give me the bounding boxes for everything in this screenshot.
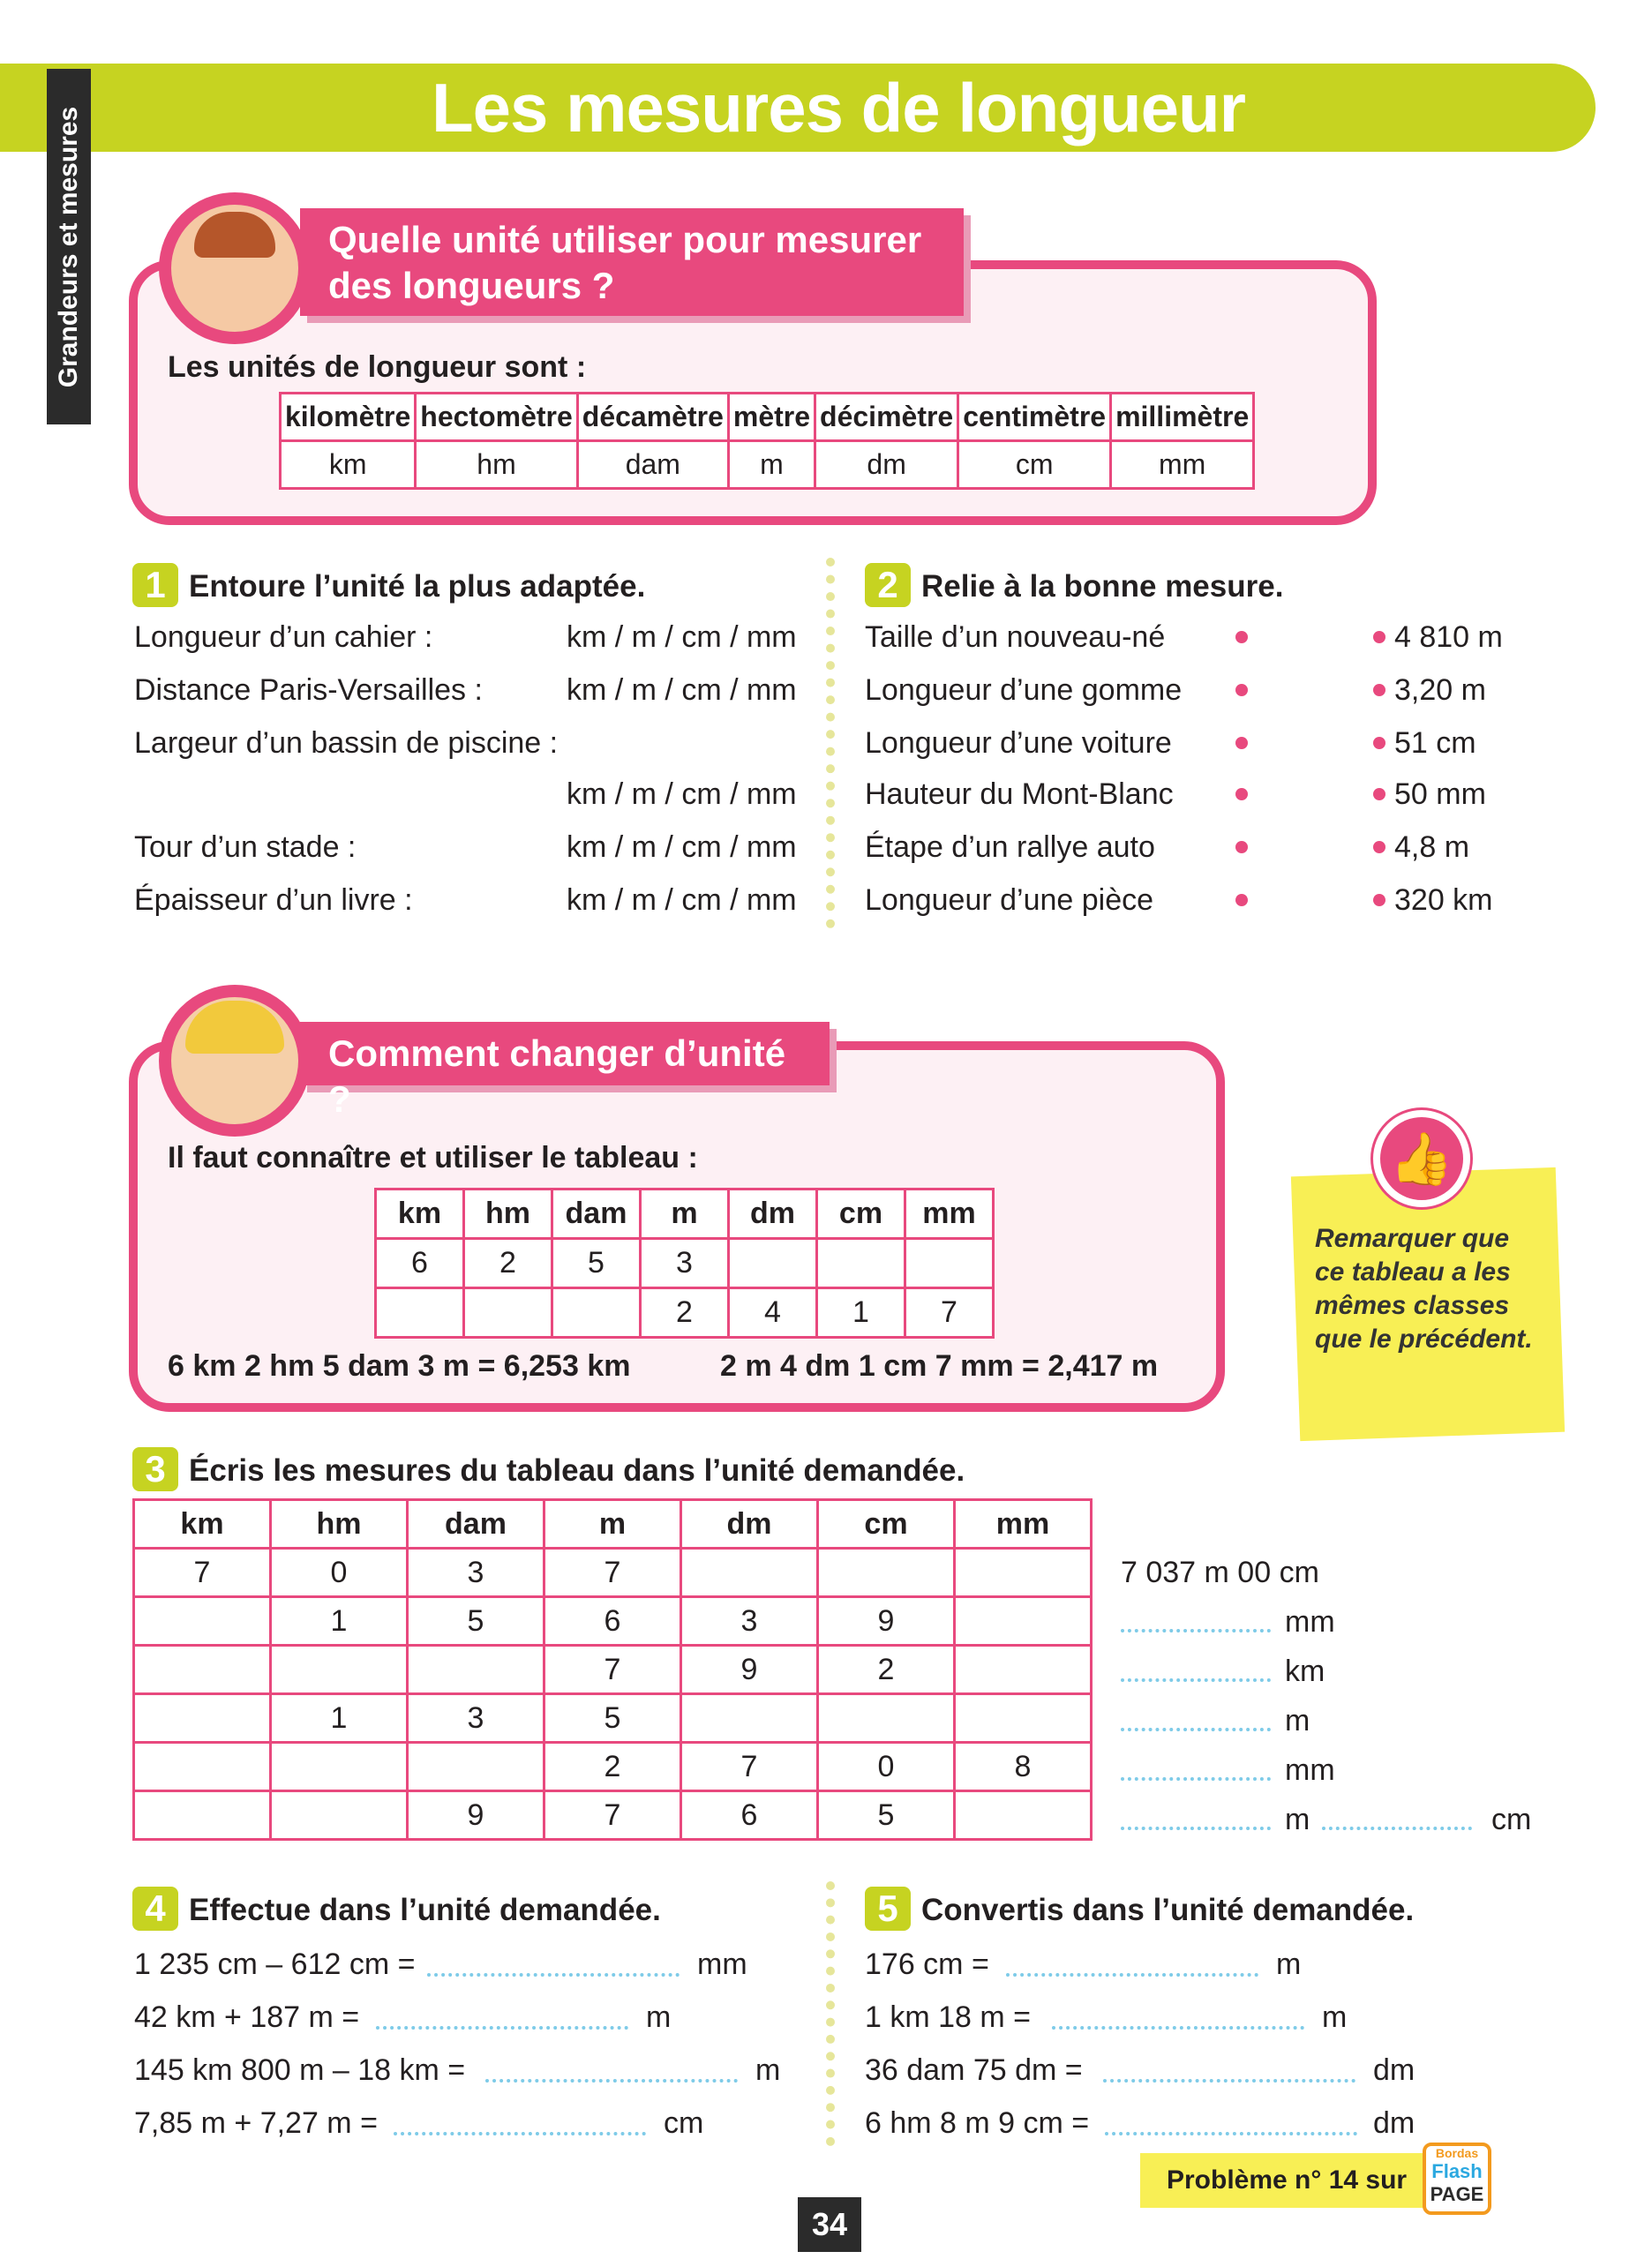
table-cell [955, 1549, 1092, 1597]
unit-abbr: cm [958, 441, 1111, 489]
table-cell: 1 [271, 1694, 408, 1743]
table-cell: 3 [681, 1597, 818, 1646]
ex1-options[interactable]: km / m / cm / mm [567, 830, 797, 864]
ex5-expression: 1 km 18 m = [865, 2000, 1032, 2034]
table-header: dam [552, 1190, 641, 1239]
ex1-options[interactable]: km / m / cm / mm [567, 883, 797, 917]
ex2-right-item: 4 810 m [1394, 620, 1503, 654]
link-dot[interactable] [1235, 737, 1248, 749]
lesson-intro-units: Les unités de longueur sont : [168, 350, 587, 384]
table-cell: 6 [376, 1239, 464, 1288]
answer-blank[interactable] [1121, 1777, 1271, 1781]
answer-unit: m [1285, 1803, 1310, 1836]
exercise-title: Entoure l’unité la plus adaptée. [189, 569, 646, 604]
table-cell [955, 1694, 1092, 1743]
unit-abbr: mm [1111, 441, 1254, 489]
ex2-right-item: 51 cm [1394, 726, 1476, 760]
table-cell [376, 1288, 464, 1338]
table-cell: 7 [544, 1549, 681, 1597]
conversion-example: 2 m 4 dm 1 cm 7 mm = 2,417 m [720, 1349, 1159, 1383]
unit-name: décimètre [815, 394, 958, 441]
thumbs-up-icon: 👍 [1373, 1110, 1470, 1207]
exercise3-table [132, 1498, 1093, 1841]
unit-name: mètre [728, 394, 815, 441]
answer-unit: m [646, 2000, 672, 2034]
ex4-expression: 145 km 800 m – 18 km = [134, 2053, 466, 2087]
exercise-title: Relie à la bonne mesure. [921, 569, 1284, 604]
table-cell: 7 [681, 1743, 818, 1791]
unit-abbr: dm [815, 441, 958, 489]
table-cell: 2 [544, 1743, 681, 1791]
table-header: dam [408, 1500, 544, 1549]
answer-unit: m [1285, 1704, 1310, 1737]
unit-name: décamètre [577, 394, 728, 441]
answer-unit: dm [1373, 2053, 1415, 2087]
ex5-expression: 6 hm 8 m 9 cm = [865, 2106, 1090, 2140]
table-cell [818, 1694, 955, 1743]
table-cell [271, 1791, 408, 1840]
table-header: km [134, 1500, 271, 1549]
table-cell: 8 [955, 1743, 1092, 1791]
conversion-example: 6 km 2 hm 5 dam 3 m = 6,253 km [168, 1349, 631, 1383]
link-dot[interactable] [1235, 841, 1248, 853]
lesson-heading-units: Quelle unité utiliser pour mesurer des longueurs ? [300, 208, 964, 316]
table-cell: 7 [134, 1549, 271, 1597]
units-table [279, 392, 1255, 490]
table-cell [134, 1646, 271, 1694]
ex5-expression: 176 cm = [865, 1948, 989, 1981]
table-cell: 4 [729, 1288, 817, 1338]
exercise-title: Effectue dans l’unité demandée. [189, 1893, 661, 1927]
lesson-heading-conversion: Comment changer d’unité ? [300, 1022, 830, 1085]
answer-blank[interactable] [1121, 1728, 1271, 1731]
ex2-left-item: Longueur d’une gomme [865, 673, 1183, 707]
ex2-right-item: 4,8 m [1394, 830, 1470, 864]
ex1-label: Longueur d’un cahier : [134, 620, 433, 654]
answer-blank[interactable] [376, 2026, 628, 2030]
ex3-example-answer: 7 037 m 00 cm [1121, 1556, 1319, 1589]
table-cell: 2 [641, 1288, 729, 1338]
answer-unit: cm [1491, 1803, 1532, 1836]
table-cell: 0 [818, 1743, 955, 1791]
ex2-left-item: Longueur d’une pièce [865, 883, 1154, 917]
logo-brand: Bordas [1435, 2146, 1479, 2160]
lesson-intro-conversion: Il faut connaître et utiliser le tableau : [168, 1141, 698, 1175]
answer-blank[interactable] [394, 2132, 646, 2135]
ex1-label: Tour d’un stade : [134, 830, 357, 864]
table-cell [955, 1646, 1092, 1694]
table-header: dm [729, 1190, 817, 1239]
ex1-options[interactable]: km / m / cm / mm [567, 777, 797, 811]
ex1-options[interactable]: km / m / cm / mm [567, 620, 797, 654]
answer-blank[interactable] [1103, 2079, 1355, 2083]
link-dot[interactable] [1235, 894, 1248, 906]
answer-unit: cm [664, 2106, 704, 2140]
table-cell [464, 1288, 552, 1338]
table-header: dm [681, 1500, 818, 1549]
answer-blank[interactable] [1006, 1973, 1258, 1977]
table-header: cm [818, 1500, 955, 1549]
ex2-left-item: Hauteur du Mont-Blanc [865, 777, 1174, 811]
ex5-expression: 36 dam 75 dm = [865, 2053, 1083, 2087]
unit-abbr: m [728, 441, 815, 489]
exercise-number: 1 [132, 563, 178, 607]
answer-blank[interactable] [1052, 2026, 1304, 2030]
link-dot[interactable] [1373, 737, 1385, 749]
answer-unit: dm [1373, 2106, 1415, 2140]
table-header: hm [271, 1500, 408, 1549]
table-cell: 5 [544, 1694, 681, 1743]
table-cell: 7 [905, 1288, 994, 1338]
table-cell [134, 1694, 271, 1743]
table-cell [134, 1743, 271, 1791]
ex1-label: Distance Paris-Versailles : [134, 673, 483, 707]
unit-abbr: hm [416, 441, 578, 489]
tip-note-text: Remarquer que ce tableau a les mêmes classes que le précédent. [1315, 1224, 1533, 1354]
page-number: 34 [798, 2197, 861, 2252]
answer-unit: m [1276, 1948, 1302, 1981]
table-cell: 9 [818, 1597, 955, 1646]
table-cell: 3 [641, 1239, 729, 1288]
answer-blank[interactable] [485, 2079, 738, 2083]
ex2-right-item: 320 km [1394, 883, 1493, 917]
table-cell: 3 [408, 1694, 544, 1743]
table-cell: 5 [552, 1239, 641, 1288]
exercise-title: Écris les mesures du tableau dans l’unité demandée. [189, 1453, 965, 1488]
ex4-expression: 42 km + 187 m = [134, 2000, 360, 2034]
answer-unit: km [1285, 1655, 1325, 1688]
table-cell [955, 1597, 1092, 1646]
table-cell [818, 1549, 955, 1597]
table-header: m [641, 1190, 729, 1239]
answer-blank[interactable] [1121, 1629, 1271, 1632]
logo-flash: Flash [1431, 2160, 1483, 2182]
table-header: hm [464, 1190, 552, 1239]
unit-name: millimètre [1111, 394, 1254, 441]
section-tab [47, 69, 91, 424]
logo-page: PAGE [1430, 2183, 1484, 2205]
answer-unit: mm [1285, 1605, 1335, 1639]
link-dot[interactable] [1373, 788, 1385, 800]
ex1-label: Largeur d’un bassin de piscine : [134, 726, 559, 760]
ex2-left-item: Taille d’un nouveau-né [865, 620, 1166, 654]
exercise-number: 5 [865, 1887, 911, 1931]
flashpage-logo [1423, 2143, 1491, 2215]
exercise-number: 3 [132, 1447, 178, 1491]
unit-name: centimètre [958, 394, 1111, 441]
table-cell: 7 [544, 1791, 681, 1840]
unit-abbr: km [281, 441, 416, 489]
ex2-left-item: Étape d’un rallye auto [865, 830, 1155, 864]
link-dot[interactable] [1235, 631, 1248, 643]
ex1-label: Épaisseur d’un livre : [134, 883, 413, 917]
unit-name: kilomètre [281, 394, 416, 441]
link-dot[interactable] [1373, 841, 1385, 853]
exercise-number: 4 [132, 1887, 178, 1931]
problem-reference: Problème n° 14 sur [1167, 2165, 1408, 2195]
table-cell: 6 [544, 1597, 681, 1646]
girl-avatar [159, 985, 311, 1137]
table-cell [681, 1549, 818, 1597]
ex2-right-item: 50 mm [1394, 777, 1486, 811]
table-cell: 5 [818, 1791, 955, 1840]
table-cell [134, 1597, 271, 1646]
table-cell [271, 1743, 408, 1791]
table-cell: 2 [818, 1646, 955, 1694]
exercise-number: 2 [865, 563, 911, 607]
answer-unit: m [1322, 2000, 1348, 2034]
table-cell [408, 1743, 544, 1791]
table-header: cm [817, 1190, 905, 1239]
answer-unit: m [755, 2053, 781, 2087]
table-cell: 3 [408, 1549, 544, 1597]
link-dot[interactable] [1373, 684, 1385, 696]
answer-unit: mm [697, 1948, 747, 1981]
table-cell [271, 1646, 408, 1694]
table-cell [905, 1239, 994, 1288]
answer-blank[interactable] [1121, 1827, 1271, 1830]
exercise-title: Convertis dans l’unité demandée. [921, 1893, 1415, 1927]
conversion-table [374, 1188, 995, 1339]
answer-blank[interactable] [1322, 1827, 1472, 1830]
ex2-right-item: 3,20 m [1394, 673, 1486, 707]
ex4-expression: 1 235 cm – 612 cm = [134, 1948, 416, 1981]
column-divider [826, 1881, 835, 2146]
link-dot[interactable] [1235, 684, 1248, 696]
table-cell: 5 [408, 1597, 544, 1646]
table-cell [681, 1694, 818, 1743]
boy-avatar [159, 192, 311, 344]
table-header: mm [955, 1500, 1092, 1549]
table-header: m [544, 1500, 681, 1549]
section-tab-label: Grandeurs et mesures [54, 106, 83, 387]
ex1-options[interactable]: km / m / cm / mm [567, 673, 797, 707]
table-cell: 6 [681, 1791, 818, 1840]
table-cell [408, 1646, 544, 1694]
table-header: km [376, 1190, 464, 1239]
ex2-left-item: Longueur d’une voiture [865, 726, 1172, 760]
answer-blank[interactable] [1105, 2132, 1357, 2135]
table-cell: 9 [681, 1646, 818, 1694]
table-cell: 1 [817, 1288, 905, 1338]
table-cell: 9 [408, 1791, 544, 1840]
page-title: Les mesures de longueur [432, 69, 1245, 146]
column-divider [826, 558, 835, 928]
table-cell [817, 1239, 905, 1288]
link-dot[interactable] [1235, 788, 1248, 800]
table-cell [134, 1791, 271, 1840]
unit-abbr: dam [577, 441, 728, 489]
unit-name: hectomètre [416, 394, 578, 441]
table-header: mm [905, 1190, 994, 1239]
table-cell: 7 [544, 1646, 681, 1694]
answer-unit: mm [1285, 1753, 1335, 1787]
answer-blank[interactable] [427, 1973, 680, 1977]
table-cell [552, 1288, 641, 1338]
table-cell [955, 1791, 1092, 1840]
table-cell [729, 1239, 817, 1288]
link-dot[interactable] [1373, 894, 1385, 906]
table-cell: 1 [271, 1597, 408, 1646]
table-cell: 0 [271, 1549, 408, 1597]
answer-blank[interactable] [1121, 1678, 1271, 1682]
link-dot[interactable] [1373, 631, 1385, 643]
ex4-expression: 7,85 m + 7,27 m = [134, 2106, 378, 2140]
table-cell: 2 [464, 1239, 552, 1288]
